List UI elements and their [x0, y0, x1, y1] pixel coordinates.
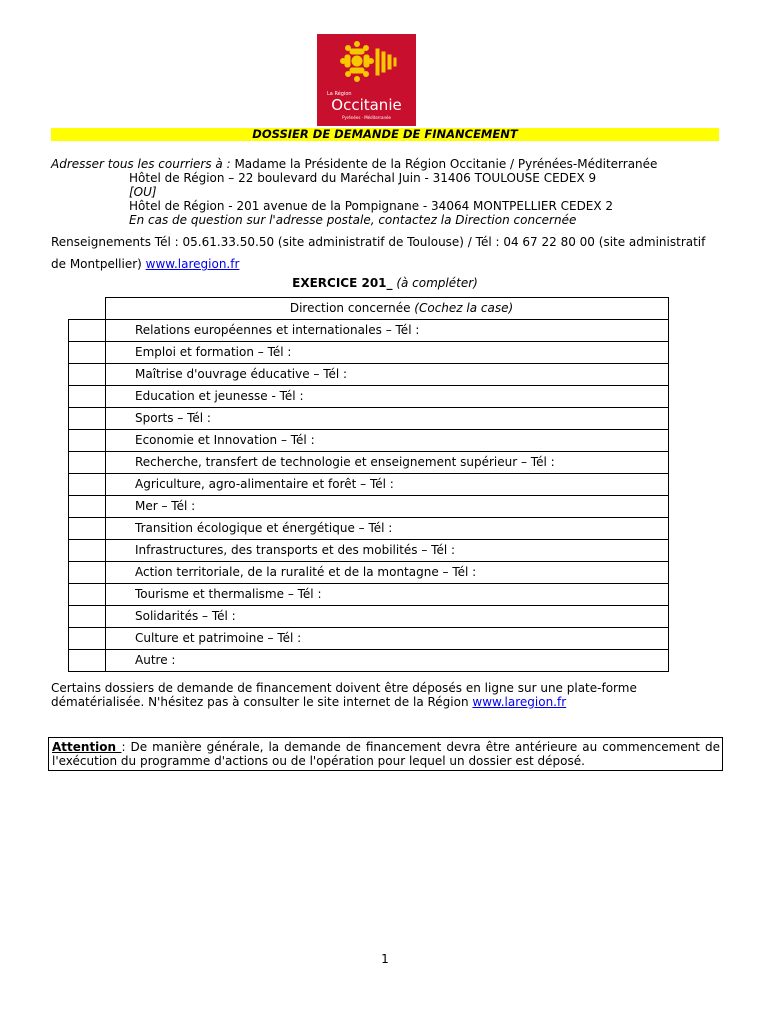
logo-subtitle: Pyrénées · Méditerranée: [342, 115, 391, 120]
direction-row: [69, 429, 669, 451]
direction-checkbox[interactable]: [69, 429, 106, 451]
direction-row: [69, 561, 669, 583]
direction-row: [69, 495, 669, 517]
direction-checkbox[interactable]: [69, 451, 106, 473]
exercice-note: (à compléter): [392, 276, 478, 290]
logo-name: Occitanie: [331, 96, 402, 114]
direction-row: [69, 583, 669, 605]
laregion-link[interactable]: www.laregion.fr: [145, 257, 240, 271]
address-toulouse: Hôtel de Région – 22 boulevard du Maréchal Juin - 31406 TOULOUSE CEDEX 9: [129, 171, 597, 185]
direction-row: [69, 539, 669, 561]
direction-label: Agriculture, agro-alimentaire et forêt – Tél :: [106, 473, 669, 495]
direction-checkbox[interactable]: [69, 385, 106, 407]
note-laregion-link[interactable]: www.laregion.fr: [472, 695, 567, 709]
direction-label: Economie et Innovation – Tél :: [106, 429, 669, 451]
direction-table-header: [69, 298, 669, 320]
direction-row: [69, 473, 669, 495]
region-logo: [317, 34, 416, 126]
direction-checkbox[interactable]: [69, 561, 106, 583]
note-text: Certains dossiers de demande de financement doivent être déposés en ligne sur une plate-forme dématérialisée. N'hésitez pas à consulter le site internet de la Région: [51, 681, 637, 709]
direction-checkbox[interactable]: [69, 341, 106, 363]
document-title: DOSSIER DE DEMANDE DE FINANCEMENT: [51, 128, 719, 141]
direction-row: [69, 451, 669, 473]
exercice-label: EXERCICE 201_: [292, 276, 393, 290]
direction-label: Relations européennes et internationales – Tél :: [106, 319, 669, 341]
address-montpellier: Hôtel de Région - 201 avenue de la Pompignane - 34064 MONTPELLIER CEDEX 2: [129, 199, 614, 213]
address-lead: Adresser tous les courriers à :: [51, 157, 231, 171]
direction-checkbox[interactable]: [69, 605, 106, 627]
attention-box: [48, 737, 723, 771]
direction-checkbox[interactable]: [69, 473, 106, 495]
attention-text: : De manière générale, la demande de financement devra être antérieure au commencement de l'exécution du programme d'actions ou de l'opération pour lequel un dossier est déposé.: [52, 740, 720, 768]
direction-checkbox[interactable]: [69, 627, 106, 649]
direction-checkbox[interactable]: [69, 407, 106, 429]
direction-label: Recherche, transfert de technologie et enseignement supérieur – Tél :: [106, 451, 669, 473]
direction-label: Solidarités – Tél :: [106, 605, 669, 627]
direction-row: [69, 605, 669, 627]
direction-row: [69, 319, 669, 341]
direction-row: [69, 363, 669, 385]
address-or: [OU]: [129, 185, 157, 199]
direction-checkbox[interactable]: [69, 539, 106, 561]
direction-row: [69, 517, 669, 539]
address-recipient: Madame la Présidente de la Région Occitanie / Pyrénées-Méditerranée: [230, 157, 658, 171]
direction-label: Emploi et formation – Tél :: [106, 341, 669, 363]
direction-label: Autre :: [106, 649, 669, 671]
direction-label: Mer – Tél :: [106, 495, 669, 517]
direction-header: [106, 298, 669, 320]
direction-row: [69, 649, 669, 671]
address-line-1: [51, 157, 657, 171]
header-blank-cell: [69, 298, 106, 320]
direction-checkbox[interactable]: [69, 583, 106, 605]
direction-label: Culture et patrimoine – Tél :: [106, 627, 669, 649]
direction-row: [69, 341, 669, 363]
direction-checkbox[interactable]: [69, 649, 106, 671]
address-question: En cas de question sur l'adresse postale, contactez la Direction concernée: [129, 213, 577, 227]
attention-label: Attention: [52, 740, 122, 754]
exercice-line: [0, 276, 770, 290]
direction-label: Education et jeunesse - Tél :: [106, 385, 669, 407]
direction-label: Action territoriale, de la ruralité et de la montagne – Tél :: [106, 561, 669, 583]
direction-row: [69, 627, 669, 649]
direction-label: Tourisme et thermalisme – Tél :: [106, 583, 669, 605]
direction-checkbox[interactable]: [69, 517, 106, 539]
direction-row: [69, 407, 669, 429]
online-submission-note: [51, 681, 721, 709]
renseignements-text: Renseignements Tél : 05.61.33.50.50 (site administratif de Toulouse) / Tél : 04 67 22 80 00 (site administratif de Montpellier): [51, 235, 706, 271]
direction-checkbox[interactable]: [69, 319, 106, 341]
direction-header-label: Direction concernée: [289, 301, 415, 316]
logo-small-text: La Région: [327, 91, 352, 97]
direction-label: Transition écologique et énergétique – Tél :: [106, 517, 669, 539]
direction-checkbox[interactable]: [69, 363, 106, 385]
direction-row: [69, 385, 669, 407]
direction-label: Infrastructures, des transports et des mobilités – Tél :: [106, 539, 669, 561]
direction-header-note: (Cochez la case): [414, 301, 514, 316]
renseignements: [51, 231, 721, 275]
direction-label: Sports – Tél :: [106, 407, 669, 429]
page-number: 1: [381, 952, 389, 966]
direction-table: [68, 297, 669, 672]
direction-checkbox[interactable]: [69, 495, 106, 517]
direction-label: Maîtrise d'ouvrage éducative – Tél :: [106, 363, 669, 385]
